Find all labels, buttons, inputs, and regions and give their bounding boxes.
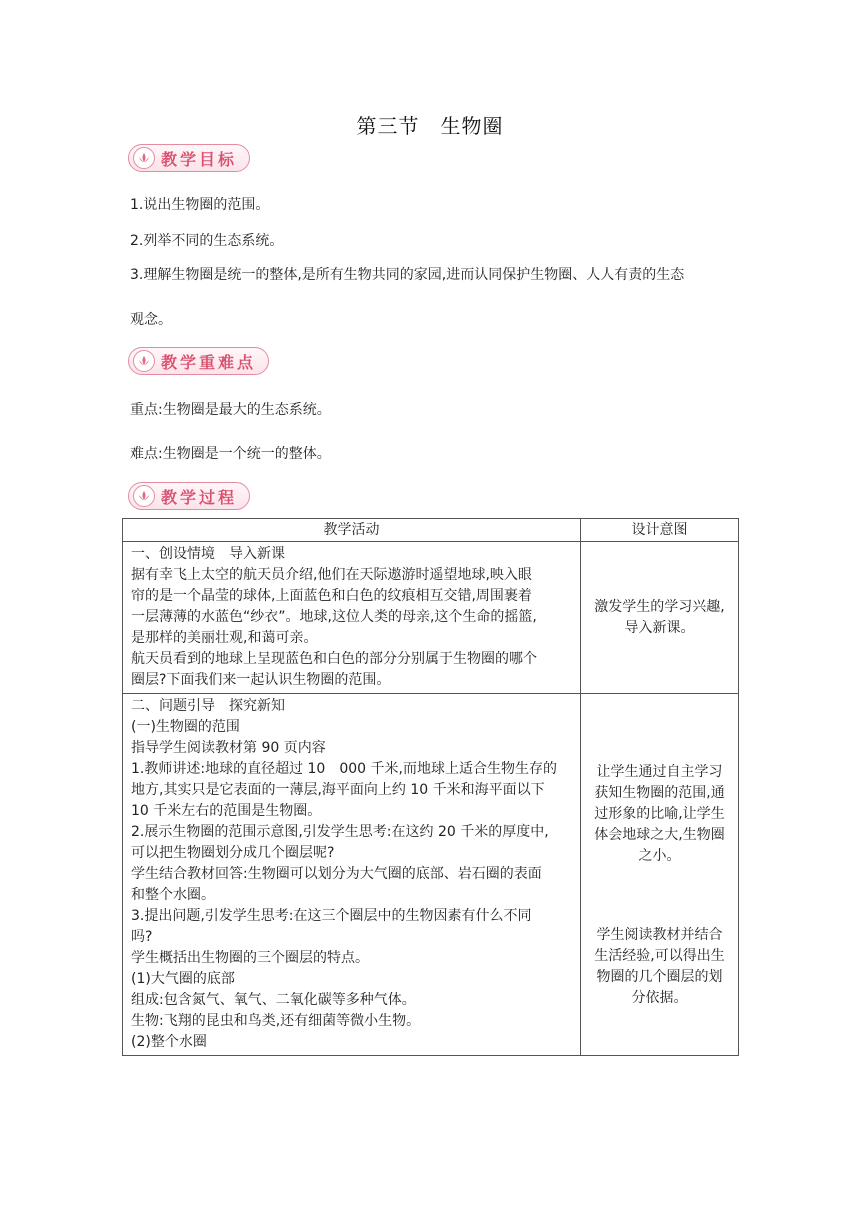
activity-line: 学生结合教材回答:生物圈可以划分为大气圈的底部、岩石圈的表面 [131,866,542,882]
activity-line: 据有幸飞上太空的航天员介绍,他们在天际遨游时遥望地球,映入眼 [131,567,532,583]
key-point-item: 重点:生物圈是最大的生态系统。 [130,402,331,418]
intent-line: 获知生物圈的范围,通 [594,785,725,801]
intent-line: 体会地球之大,生物圈 [594,827,725,843]
intent-line: 之小。 [638,848,681,864]
key-points-badge [128,347,269,375]
lotus-icon [133,485,155,507]
key-points-badge-label: 教学重难点 [161,352,257,372]
activity-line: (2)整个水圈 [131,1034,207,1050]
activity-line: 一层薄薄的水蓝色“纱衣”。地球,这位人类的母亲,这个生命的摇篮, [131,609,537,625]
column-header-intent: 设计意图 [581,519,739,542]
intent-line: 分依据。 [631,990,688,1006]
process-badge [128,482,250,510]
activity-line: 一、创设情境 导入新课 [131,546,285,562]
lotus-icon [133,147,155,169]
activity-line: 3.提出问题,引发学生思考:在这三个圈层中的生物因素有什么不同 [131,908,532,924]
activity-line: 生物:飞翔的昆虫和鸟类,还有细菌等微小生物。 [131,1013,421,1029]
objectives-badge-label: 教学目标 [161,149,238,169]
activity-line: 学生概括出生物圈的三个圈层的特点。 [131,950,369,966]
objective-item: 3.理解生物圈是统一的整体,是所有生物共同的家园,进而认同保护生物圈、人人有责的生态 [130,267,685,283]
key-point-item: 难点:生物圈是一个统一的整体。 [130,446,331,462]
intent-line: 激发学生的学习兴趣, [594,598,725,615]
activity-line: 吗? [131,929,153,945]
activity-line: 地方,其实只是它表面的一薄层,海平面向上约 10 千米和海平面以下 [131,782,545,798]
intent-line: 让学生通过自主学习 [596,764,723,780]
activity-line: 组成:包含氮气、氧气、二氧化碳等多种气体。 [131,992,416,1008]
activity-line: 10 千米左右的范围是生物圈。 [131,803,322,819]
activity-line: 和整个水圈。 [131,887,215,903]
table-header-row [123,519,739,542]
intent-line: 导入新课。 [624,619,695,636]
lesson-table [122,518,739,1056]
objective-item: 2.列举不同的生态系统。 [130,233,284,249]
activity-line: 帘的是一个晶莹的球体,上面蓝色和白色的纹痕相互交错,周围裹着 [131,588,532,604]
intent-line: 过形象的比喻,让学生 [594,806,725,822]
activity-line: 是那样的美丽壮观,和蔼可亲。 [131,630,318,646]
activity-line: (一)生物圈的范围 [131,719,240,735]
objective-item: 1.说出生物圈的范围。 [130,197,270,213]
table-row [123,542,739,694]
activity-line: 指导学生阅读教材第 90 页内容 [131,740,326,756]
intent-line: 学生阅读教材并结合 [596,927,723,943]
objectives-badge [128,144,250,172]
intent-cell [581,542,739,694]
intent-cell [581,694,739,1056]
page-title: 第三节 生物圈 [356,114,504,138]
lotus-icon [133,350,155,372]
activity-line: 二、问题引导 探究新知 [131,698,285,714]
activity-cell [123,694,581,1056]
activity-line: 圈层?下面我们来一起认识生物圈的范围。 [131,672,391,688]
activity-line: 航天员看到的地球上呈现蓝色和白色的部分分别属于生物圈的哪个 [131,651,537,667]
objective-item: 观念。 [130,312,172,328]
intent-line: 物圈的几个圈层的划 [596,969,723,985]
activity-cell [123,542,581,694]
activity-line: (1)大气圈的底部 [131,971,235,987]
process-badge-label: 教学过程 [161,487,238,507]
activity-line: 可以把生物圈划分成几个圈层呢? [131,845,335,861]
activity-line: 1.教师讲述:地球的直径超过 10 000 千米,而地球上适合生物生存的 [131,761,557,777]
column-header-activity: 教学活动 [123,519,581,542]
table-row [123,694,739,1056]
intent-line: 生活经验,可以得出生 [594,948,725,964]
activity-line: 2.展示生物圈的范围示意图,引发学生思考:在这约 20 千米的厚度中, [131,824,549,840]
